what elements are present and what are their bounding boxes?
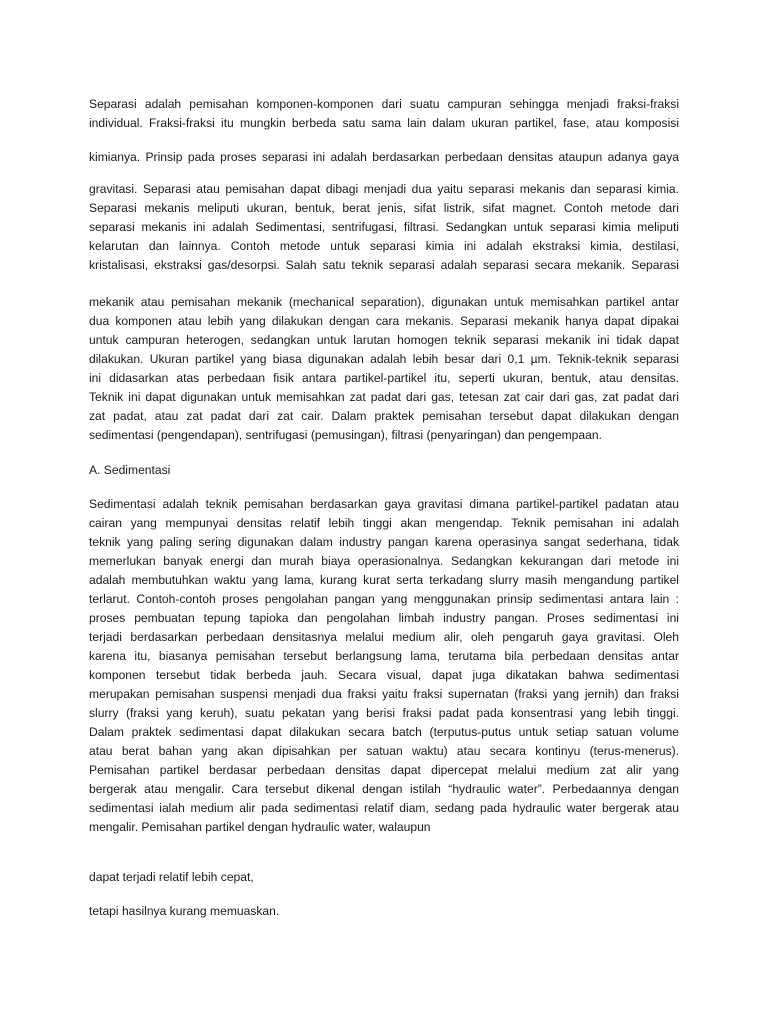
text-line: ini didasarkan atas perbedaan fisik antara partikel-partikel itu, seperti ukuran, bentuk, atau densitas.: [89, 371, 679, 385]
paragraph: [89, 460, 679, 479]
text-line: separasi mekanis ini adalah Sedimentasi, sentrifugasi, filtrasi. Sedangkan untuk separasi kimia meliputi: [89, 220, 679, 234]
paragraph: [89, 867, 679, 886]
text-line: merupakan pemisahan suspensi menjadi dua fraksi yaitu fraksi supernatan (fraksi yang jernih) dan fraksi: [89, 687, 679, 701]
text-line: mekanik atau pemisahan mekanik (mechanical separation), digunakan untuk memisahkan partikel antar: [89, 295, 679, 309]
text-line: terlarut. Contoh-contoh proses pengolahan pangan yang menggunakan prinsip sedimentasi antara lain :: [89, 592, 679, 606]
text-line: Teknik ini dapat digunakan untuk memisahkan zat padat dari gas, tetesan zat cair dari gas, zat padat dari: [89, 390, 679, 404]
text-line: gravitasi. Separasi atau pemisahan dapat dibagi menjadi dua yaitu separasi mekanis dan separasi kimia.: [89, 182, 679, 196]
text-line: Pemisahan partikel berdasar perbedaan densitas dapat dipercepat melalui medium zat alir yang: [89, 763, 679, 777]
text-line: sedimentasi ialah medium alir pada sedimentasi relatif diam, sedang pada hydraulic water bergerak atau: [89, 801, 679, 815]
text-line: dapat terjadi relatif lebih cepat,: [89, 870, 254, 884]
text-line: Separasi adalah pemisahan komponen-komponen dari suatu campuran sehingga menjadi fraksi-fraksi: [89, 97, 679, 111]
paragraph: [89, 901, 679, 920]
text-line: terjadi berdasarkan perbedaan densitasnya melalui medium alir, oleh pengaruh gaya gravitasi. Oleh: [89, 630, 679, 644]
text-line: komponen tersebut tidak berbeda jauh. Secara visual, dapat juga dikatakan bahwa sedimentasi: [89, 668, 679, 682]
paragraph: [89, 292, 679, 444]
text-line: sedimentasi (pengendapan), sentrifugasi (pemusingan), filtrasi (penyaringan) dan pengempaan.: [89, 428, 602, 442]
text-line: kristalisasi, ekstraksi gas/desorpsi. Salah satu teknik separasi adalah separasi secara mekanik. Separasi: [89, 258, 679, 272]
paragraph: [89, 94, 679, 132]
text-line: Sedimentasi adalah teknik pemisahan berdasarkan gaya gravitasi dimana partikel-partikel padatan atau: [89, 497, 679, 511]
text-line: karena itu, biasanya pemisahan tersebut berlangsung lama, terutama bila perbedaan densitas antar: [89, 649, 679, 663]
text-line: dilakukan. Ukuran partikel yang biasa digunakan adalah lebih besar dari 0,1 µm. Teknik-teknik separasi: [89, 352, 679, 366]
paragraph: [89, 179, 679, 274]
text-line: mengalir. Pemisahan partikel dengan hydraulic water, walaupun: [89, 820, 431, 834]
text-line: individual. Fraksi-fraksi itu mungkin berbeda satu sama lain dalam ukuran partikel, fase, atau komposisi: [89, 116, 679, 130]
text-line: memerlukan banyak energi dan murah biaya operasionalnya. Sedangkan kekurangan dari metode ini: [89, 554, 679, 568]
text-line: Dalam praktek sedimentasi dapat dilakukan secara batch (terputus-putus untuk setiap satuan volume: [89, 725, 679, 739]
text-line: adalah membutuhkan waktu yang lama, kurang kurat serta terkadang slurry masih mengandung partikel: [89, 573, 679, 587]
paragraph: [89, 147, 679, 166]
text-line: untuk campuran heterogen, sedangkan untuk larutan homogen teknik separasi mekanik ini tidak dapat: [89, 333, 679, 347]
text-line: atau berat bahan yang akan dipisahkan per satuan waktu) atau secara kontinyu (terus-menerus).: [89, 744, 679, 758]
text-line: Separasi mekanis meliputi ukuran, bentuk, berat jenis, sifat listrik, sifat magnet. Contoh metode dari: [89, 201, 679, 215]
text-line: kelarutan dan lainnya. Contoh metode untuk separasi kimia ini adalah ekstraksi kimia, destilasi,: [89, 239, 679, 253]
text-line: dua komponen atau lebih yang dilakukan dengan cara mekanis. Separasi mekanik hanya dapat dipakai: [89, 314, 679, 328]
text-line: zat padat, atau zat padat dari zat cair. Dalam praktek pemisahan tersebut dapat dilakukan dengan: [89, 409, 679, 423]
text-line: tetapi hasilnya kurang memuaskan.: [89, 904, 280, 918]
text-line: teknik yang paling sering digunakan dalam industry pangan karena operasinya sangat sederhana, tidak: [89, 535, 679, 549]
text-line: cairan yang mempunyai densitas relatif lebih tinggi akan mengendap. Teknik pemisahan ini adalah: [89, 516, 679, 530]
text-line: A. Sedimentasi: [89, 463, 171, 477]
text-line: slurry (fraksi yang keruh), suatu pekatan yang berisi fraksi padat pada konsentrasi yang lebih tinggi.: [89, 706, 679, 720]
text-line: kimianya. Prinsip pada proses separasi ini adalah berdasarkan perbedaan densitas ataupun adanya gaya: [89, 150, 679, 164]
paragraph: [89, 494, 679, 836]
text-line: bergerak atau mengalir. Cara tersebut dikenal dengan istilah “hydraulic water”. Perbedaannya dengan: [89, 782, 679, 796]
text-line: proses pembuatan tepung tapioka dan pengolahan limbah industry pangan. Proses sedimentasi ini: [89, 611, 679, 625]
